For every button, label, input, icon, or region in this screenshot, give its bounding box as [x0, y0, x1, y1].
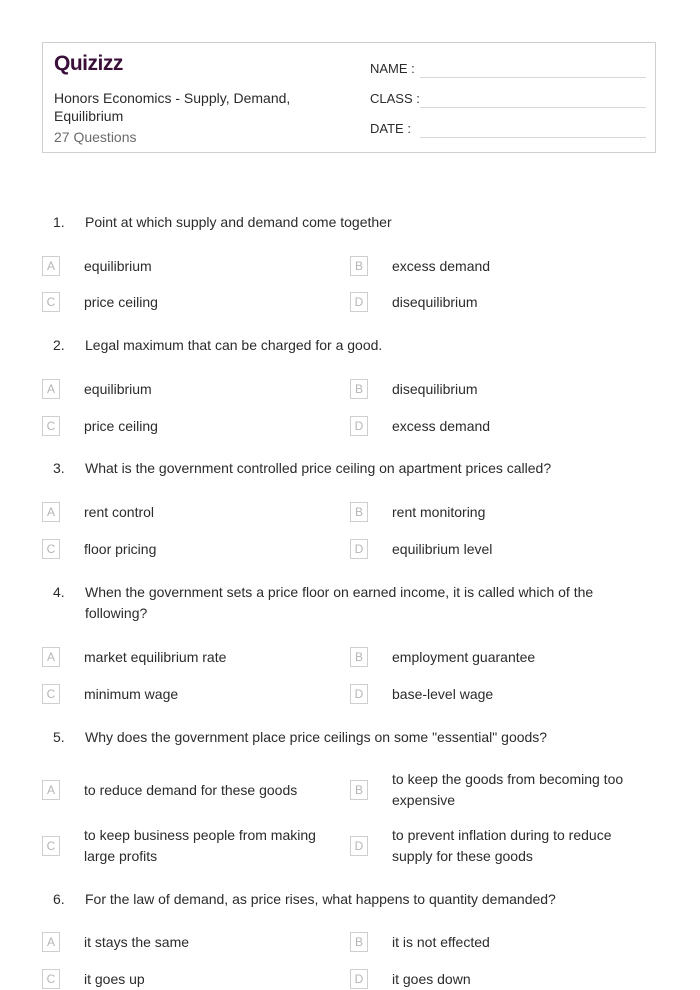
option-text: rent monitoring: [392, 504, 486, 520]
question-count: 27 Questions: [54, 129, 137, 145]
option-letter: C: [42, 969, 60, 989]
option-text: equilibrium: [84, 381, 152, 397]
class-line: [420, 107, 646, 108]
class-field: [370, 91, 420, 106]
class-label: CLASS :: [370, 91, 420, 106]
option-letter: A: [42, 379, 60, 399]
option-text: excess demand: [392, 258, 491, 274]
option-text: equilibrium: [84, 258, 152, 274]
option-letter: A: [42, 932, 60, 952]
option-letter: C: [42, 416, 60, 436]
option-letter: D: [350, 684, 368, 704]
name-line: [420, 77, 646, 78]
worksheet-header: [42, 42, 656, 153]
option-letter: A: [42, 256, 60, 276]
question-text: Legal maximum that can be charged for a good.: [85, 337, 383, 353]
option-text: to keep the goods from becoming too expensive: [392, 771, 624, 808]
question-text: Why does the government place price ceilings on some "essential" goods?: [85, 729, 548, 745]
option-text: disequilibrium: [392, 294, 478, 310]
name-label: NAME :: [370, 61, 415, 76]
question-number: 5.: [53, 729, 65, 745]
option-text: price ceiling: [84, 418, 158, 434]
option-letter: C: [42, 836, 60, 856]
option-text: market equilibrium rate: [84, 649, 227, 665]
option-letter: B: [350, 256, 368, 276]
option-letter: C: [42, 684, 60, 704]
name-field: [370, 61, 415, 76]
question-number: 3.: [53, 460, 65, 476]
quizizz-logo: Quizizz: [54, 52, 123, 75]
question-text: For the law of demand, as price rises, what happens to quantity demanded?: [85, 891, 556, 907]
question-number: 2.: [53, 337, 65, 353]
option-letter: A: [42, 502, 60, 522]
option-letter: A: [42, 780, 60, 800]
option-letter: D: [350, 292, 368, 312]
option-letter: A: [42, 647, 60, 667]
option-letter: B: [350, 379, 368, 399]
worksheet-title: Honors Economics - Supply, Demand, Equilibrium: [54, 90, 291, 124]
question-number: 1.: [53, 214, 65, 230]
option-text: floor pricing: [84, 541, 157, 557]
option-text: base-level wage: [392, 686, 494, 702]
option-text: it stays the same: [84, 934, 190, 950]
option-text: price ceiling: [84, 294, 158, 310]
option-letter: B: [350, 780, 368, 800]
option-text: excess demand: [392, 418, 491, 434]
date-field: [370, 121, 411, 136]
option-letter: B: [350, 502, 368, 522]
question-number: 6.: [53, 891, 65, 907]
option-letter: D: [350, 836, 368, 856]
question-number: 4.: [53, 584, 65, 600]
option-letter: C: [42, 539, 60, 559]
option-text: to keep business people from making large profits: [84, 827, 316, 864]
question-text: When the government sets a price floor on earned income, it is called which of the following?: [85, 584, 594, 621]
option-text: to prevent inflation during to reduce supply for these goods: [392, 827, 612, 864]
date-line: [420, 137, 646, 138]
option-letter: B: [350, 932, 368, 952]
option-text: it is not effected: [392, 934, 490, 950]
option-text: it goes up: [84, 971, 145, 987]
option-text: rent control: [84, 504, 155, 520]
option-letter: C: [42, 292, 60, 312]
option-letter: D: [350, 416, 368, 436]
option-text: equilibrium level: [392, 541, 493, 557]
question-text: What is the government controlled price ceiling on apartment prices called?: [85, 460, 552, 476]
option-text: employment guarantee: [392, 649, 536, 665]
date-label: DATE :: [370, 121, 411, 136]
option-text: it goes down: [392, 971, 471, 987]
option-text: disequilibrium: [392, 381, 478, 397]
option-letter: B: [350, 647, 368, 667]
option-letter: D: [350, 969, 368, 989]
option-letter: D: [350, 539, 368, 559]
option-text: minimum wage: [84, 686, 179, 702]
question-text: Point at which supply and demand come together: [85, 214, 392, 230]
option-text: to reduce demand for these goods: [84, 782, 298, 798]
